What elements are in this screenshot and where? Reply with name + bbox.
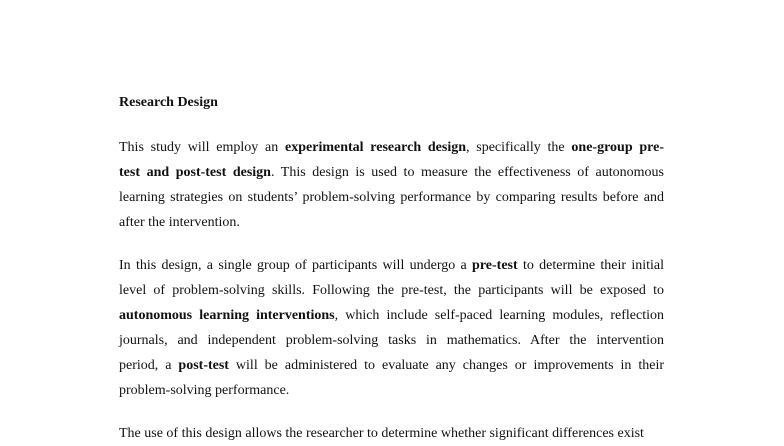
- bold-term: test and post-test design: [119, 165, 271, 180]
- paragraph-1: [119, 135, 664, 235]
- bold-term: one-group pre-: [571, 140, 665, 155]
- bold-term: experimental research design: [285, 140, 466, 155]
- text-line: autonomous learning interventions, which include self-paced learning modules, reflection: [119, 308, 664, 323]
- bold-term: post-test: [178, 358, 229, 373]
- paragraph-3: [119, 421, 664, 446]
- bold-term: pre-test: [472, 258, 518, 273]
- section-heading: Research Design: [119, 95, 218, 110]
- text-line: level of problem-solving skills. Following the pre-test, the participants will be exposed to: [119, 283, 664, 298]
- text-line: problem-solving performance.: [119, 383, 290, 398]
- bold-term: autonomous learning interventions: [119, 308, 335, 323]
- paragraph-2: [119, 253, 664, 403]
- text-line: In this design, a single group of participants will undergo a pre-test to determine their initial: [119, 258, 664, 273]
- text-line: This study will employ an experimental research design, specifically the one-group pre-: [119, 140, 665, 155]
- text-line: journals, and independent problem-solving tasks in mathematics. After the intervention: [119, 333, 664, 348]
- text-line: after the intervention.: [119, 215, 240, 230]
- text-line: test and post-test design. This design is used to measure the effectiveness of autonomous: [119, 165, 664, 180]
- text-line: learning strategies on students’ problem-solving performance by comparing results before and: [119, 190, 664, 205]
- text-line: period, a post-test will be administered to evaluate any changes or improvements in their: [119, 358, 665, 373]
- text-line: The use of this design allows the researcher to determine whether significant differences exist: [119, 426, 644, 441]
